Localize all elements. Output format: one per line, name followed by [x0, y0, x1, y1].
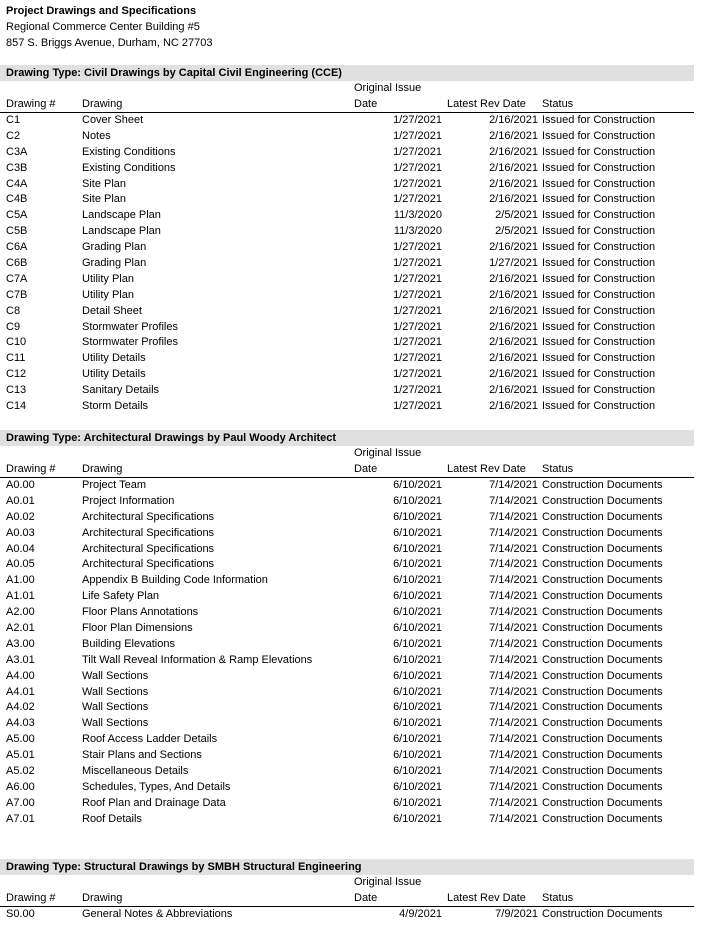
- drawing-number: C4B: [6, 193, 28, 206]
- status: Issued for Construction: [542, 161, 656, 174]
- page-header: [6, 3, 212, 51]
- drawing-number: C11: [6, 352, 26, 365]
- status: Construction Documents: [542, 685, 663, 698]
- table-row: [0, 637, 694, 653]
- drawing-number: A0.04: [6, 542, 35, 555]
- table-body: [0, 478, 694, 828]
- original-issue-date: 11/3/2020: [393, 225, 442, 238]
- drawing-name: Cover Sheet: [82, 114, 144, 126]
- drawing-name: Roof Access Ladder Details: [82, 733, 218, 746]
- status: Issued for Construction: [542, 193, 656, 206]
- table-row: [0, 494, 694, 510]
- table-row: [0, 732, 694, 748]
- original-issue-date: 6/10/2021: [393, 653, 442, 666]
- original-issue-date: 6/10/2021: [393, 590, 442, 603]
- table-body: [0, 113, 694, 415]
- status: Issued for Construction: [542, 114, 656, 126]
- original-issue-date: 6/10/2021: [393, 637, 442, 650]
- latest-rev-date: 2/16/2021: [489, 400, 538, 413]
- status: Issued for Construction: [542, 384, 656, 397]
- col-drawing: Drawing: [82, 463, 123, 475]
- table-row: [0, 145, 694, 161]
- drawing-name: Landscape Plan: [82, 225, 161, 238]
- latest-rev-date: 7/14/2021: [489, 494, 538, 507]
- drawing-name: Stormwater Profiles: [82, 320, 178, 333]
- latest-rev-date: 2/5/2021: [495, 225, 538, 238]
- drawing-number: C5A: [6, 209, 28, 222]
- drawing-number: C13: [6, 384, 27, 397]
- status: Issued for Construction: [542, 145, 656, 158]
- table-row: [0, 192, 694, 208]
- table-header: [0, 446, 694, 478]
- original-issue-date: 1/27/2021: [393, 368, 442, 381]
- table-row: [0, 113, 694, 129]
- original-issue-date: 6/10/2021: [393, 796, 442, 809]
- original-issue-date: 6/10/2021: [393, 574, 442, 587]
- status: Construction Documents: [542, 812, 663, 825]
- table-row: [0, 224, 694, 240]
- drawing-number: C3A: [6, 145, 28, 158]
- table-row: [0, 399, 694, 415]
- table-row: [0, 351, 694, 367]
- original-issue-date: 1/27/2021: [393, 241, 442, 254]
- latest-rev-date: 7/14/2021: [489, 590, 538, 603]
- status: Construction Documents: [542, 606, 663, 619]
- drawing-name: Site Plan: [82, 193, 127, 206]
- drawing-name: Grading Plan: [82, 241, 147, 254]
- drawing-number: C6A: [6, 241, 28, 254]
- table-row: [0, 320, 694, 336]
- latest-rev-date: 7/14/2021: [489, 749, 538, 762]
- col-drawing-number: Drawing #: [6, 892, 56, 904]
- original-issue-date: 6/10/2021: [393, 494, 442, 507]
- table-row: [0, 764, 694, 780]
- drawing-name: Notes: [82, 129, 111, 142]
- status: Construction Documents: [542, 622, 663, 635]
- drawing-number: C2: [6, 129, 21, 142]
- original-issue-date: 6/10/2021: [393, 701, 442, 714]
- status: Construction Documents: [542, 765, 663, 778]
- original-issue-date: 1/27/2021: [393, 384, 442, 397]
- drawing-number: A5.02: [6, 765, 35, 778]
- original-issue-date: 1/27/2021: [393, 129, 442, 142]
- table-row: [0, 367, 694, 383]
- latest-rev-date: 7/14/2021: [489, 479, 538, 491]
- status: Construction Documents: [542, 590, 663, 603]
- status: Construction Documents: [542, 749, 663, 762]
- drawing-number: C5B: [6, 225, 28, 238]
- col-issue-line1: Original Issue: [354, 447, 422, 459]
- original-issue-date: 1/27/2021: [393, 145, 442, 158]
- latest-rev-date: 2/16/2021: [489, 161, 538, 174]
- status: Construction Documents: [542, 479, 663, 491]
- original-issue-date: 6/10/2021: [393, 812, 442, 825]
- drawing-number: A2.01: [6, 622, 35, 635]
- original-issue-date: 6/10/2021: [393, 780, 442, 793]
- drawing-name: Wall Sections: [82, 669, 149, 682]
- drawing-number: C1: [6, 114, 21, 126]
- drawing-name: Stormwater Profiles: [82, 336, 178, 349]
- drawing-number: A1.01: [6, 590, 35, 603]
- table-row: [0, 557, 694, 573]
- latest-rev-date: 2/16/2021: [489, 368, 538, 381]
- status: Construction Documents: [542, 558, 663, 571]
- drawing-name: Utility Plan: [82, 272, 134, 285]
- table-header: [0, 81, 694, 113]
- drawing-name: Utility Plan: [82, 288, 134, 301]
- table-row: [0, 272, 694, 288]
- table-header: [0, 875, 694, 907]
- original-issue-date: 6/10/2021: [393, 765, 442, 778]
- drawing-name: Existing Conditions: [82, 161, 176, 174]
- col-issue-line2: Date: [354, 892, 378, 904]
- drawing-name: Miscellaneous Details: [82, 765, 189, 778]
- latest-rev-date: 7/14/2021: [489, 637, 538, 650]
- latest-rev-date: 2/16/2021: [489, 352, 538, 365]
- latest-rev-date: 7/14/2021: [489, 542, 538, 555]
- section-heading: Drawing Type: Structural Drawings by SMBH Structural Engineering: [0, 859, 694, 875]
- drawing-number: C10: [6, 336, 27, 349]
- table-row: [0, 685, 694, 701]
- table-row: [0, 907, 694, 923]
- original-issue-date: 1/27/2021: [393, 177, 442, 190]
- status: Issued for Construction: [542, 241, 656, 254]
- original-issue-date: 11/3/2020: [393, 209, 442, 222]
- drawing-name: Project Information: [82, 494, 175, 507]
- col-drawing: Drawing: [82, 98, 123, 110]
- status: Construction Documents: [542, 494, 663, 507]
- col-rev-date: Latest Rev Date: [447, 463, 526, 475]
- table-row: [0, 812, 694, 828]
- status: Construction Documents: [542, 574, 663, 587]
- drawing-number: A0.02: [6, 510, 35, 523]
- original-issue-date: 6/10/2021: [393, 526, 442, 539]
- col-rev-date: Latest Rev Date: [447, 98, 526, 110]
- original-issue-date: 6/10/2021: [393, 669, 442, 682]
- drawing-number: A3.00: [6, 637, 35, 650]
- drawing-number: A1.00: [6, 574, 35, 587]
- status: Construction Documents: [542, 510, 663, 523]
- drawing-name: Project Team: [82, 479, 146, 491]
- drawing-name: Life Safety Plan: [82, 590, 160, 603]
- status: Construction Documents: [542, 796, 663, 809]
- original-issue-date: 6/10/2021: [393, 749, 442, 762]
- page-title: Project Drawings and Specifications: [6, 5, 197, 17]
- latest-rev-date: 7/14/2021: [489, 717, 538, 730]
- original-issue-date: 1/27/2021: [393, 352, 442, 365]
- drawing-name: Existing Conditions: [82, 145, 176, 158]
- status: Construction Documents: [542, 780, 663, 793]
- drawing-name: Appendix B Building Code Information: [82, 574, 268, 587]
- original-issue-date: 6/10/2021: [393, 733, 442, 746]
- drawing-name: Roof Details: [82, 812, 142, 825]
- structural-section: [0, 859, 694, 923]
- latest-rev-date: 7/14/2021: [489, 812, 538, 825]
- drawing-number: C3B: [6, 161, 28, 174]
- col-issue-line1: Original Issue: [354, 876, 422, 888]
- civil-section: [0, 65, 694, 415]
- drawing-number: C7B: [6, 288, 28, 301]
- drawing-name: Detail Sheet: [82, 304, 142, 317]
- status: Issued for Construction: [542, 400, 656, 413]
- drawing-number: C14: [6, 400, 27, 413]
- table-row: [0, 605, 694, 621]
- table-row: [0, 669, 694, 685]
- drawing-number: C8: [6, 304, 21, 317]
- architectural-section: [0, 430, 694, 828]
- original-issue-date: 6/10/2021: [393, 685, 442, 698]
- latest-rev-date: 2/16/2021: [489, 384, 538, 397]
- col-status: Status: [542, 892, 574, 904]
- drawing-name: Utility Details: [82, 352, 146, 365]
- drawing-number: A0.05: [6, 558, 35, 571]
- status: Issued for Construction: [542, 320, 656, 333]
- table-row: [0, 653, 694, 669]
- original-issue-date: 6/10/2021: [393, 479, 442, 491]
- drawing-number: A7.01: [6, 812, 35, 825]
- drawing-name: Roof Plan and Drainage Data: [82, 796, 226, 809]
- drawing-name: Landscape Plan: [82, 209, 161, 222]
- latest-rev-date: 2/16/2021: [489, 336, 538, 349]
- latest-rev-date: 2/16/2021: [489, 320, 538, 333]
- latest-rev-date: 2/16/2021: [489, 288, 538, 301]
- col-drawing: Drawing: [82, 892, 123, 904]
- latest-rev-date: 7/14/2021: [489, 733, 538, 746]
- table-row: [0, 161, 694, 177]
- latest-rev-date: 7/14/2021: [489, 558, 538, 571]
- latest-rev-date: 7/14/2021: [489, 669, 538, 682]
- drawing-name: Storm Details: [82, 400, 149, 413]
- latest-rev-date: 2/16/2021: [489, 145, 538, 158]
- latest-rev-date: 7/14/2021: [489, 765, 538, 778]
- drawing-number: S0.00: [6, 908, 35, 920]
- latest-rev-date: 2/16/2021: [489, 129, 538, 142]
- table-row: [0, 796, 694, 812]
- original-issue-date: 1/27/2021: [393, 336, 442, 349]
- status: Issued for Construction: [542, 209, 656, 222]
- latest-rev-date: 2/16/2021: [489, 193, 538, 206]
- status: Issued for Construction: [542, 177, 656, 190]
- table-row: [0, 526, 694, 542]
- drawing-number: C9: [6, 320, 21, 333]
- latest-rev-date: 7/14/2021: [489, 526, 538, 539]
- latest-rev-date: 7/14/2021: [489, 606, 538, 619]
- drawing-name: Grading Plan: [82, 257, 147, 270]
- col-issue-line2: Date: [354, 98, 378, 110]
- original-issue-date: 1/27/2021: [393, 400, 442, 413]
- status: Construction Documents: [542, 637, 663, 650]
- drawing-name: Floor Plan Dimensions: [82, 622, 193, 635]
- original-issue-date: 1/27/2021: [393, 320, 442, 333]
- latest-rev-date: 7/14/2021: [489, 701, 538, 714]
- status: Issued for Construction: [542, 368, 656, 381]
- latest-rev-date: 2/16/2021: [489, 177, 538, 190]
- table-row: [0, 510, 694, 526]
- table-row: [0, 478, 694, 494]
- drawing-number: A0.00: [6, 479, 35, 491]
- table-row: [0, 304, 694, 320]
- drawing-number: A0.01: [6, 494, 35, 507]
- status: Construction Documents: [542, 542, 663, 555]
- latest-rev-date: 7/14/2021: [489, 653, 538, 666]
- drawing-name: Sanitary Details: [82, 384, 160, 397]
- status: Construction Documents: [542, 526, 663, 539]
- drawing-name: Wall Sections: [82, 701, 149, 714]
- drawing-name: Architectural Specifications: [82, 542, 215, 555]
- col-status: Status: [542, 98, 574, 110]
- latest-rev-date: 2/16/2021: [489, 241, 538, 254]
- latest-rev-date: 2/16/2021: [489, 114, 538, 126]
- drawing-name: Wall Sections: [82, 717, 149, 730]
- latest-rev-date: 7/14/2021: [489, 622, 538, 635]
- drawing-name: Tilt Wall Reveal Information & Ramp Elevations: [82, 653, 313, 666]
- drawing-number: A5.00: [6, 733, 35, 746]
- table-row: [0, 716, 694, 732]
- latest-rev-date: 7/14/2021: [489, 510, 538, 523]
- section-heading: Drawing Type: Architectural Drawings by Paul Woody Architect: [0, 430, 694, 446]
- latest-rev-date: 7/14/2021: [489, 685, 538, 698]
- drawing-name: Schedules, Types, And Details: [82, 780, 231, 793]
- status: Issued for Construction: [542, 257, 656, 270]
- latest-rev-date: 7/14/2021: [489, 796, 538, 809]
- table-row: [0, 129, 694, 145]
- drawing-number: A4.01: [6, 685, 35, 698]
- drawing-number: C4A: [6, 177, 28, 190]
- drawing-number: A2.00: [6, 606, 35, 619]
- drawing-number: A4.03: [6, 717, 35, 730]
- drawing-name: Floor Plans Annotations: [82, 606, 199, 619]
- original-issue-date: 6/10/2021: [393, 558, 442, 571]
- table-row: [0, 542, 694, 558]
- col-rev-date: Latest Rev Date: [447, 892, 526, 904]
- status: Construction Documents: [542, 733, 663, 746]
- table-row: [0, 589, 694, 605]
- table-row: [0, 208, 694, 224]
- drawing-name: Architectural Specifications: [82, 526, 215, 539]
- drawing-number: A6.00: [6, 780, 35, 793]
- status: Construction Documents: [542, 669, 663, 682]
- table-row: [0, 256, 694, 272]
- drawing-name: Utility Details: [82, 368, 146, 381]
- drawing-number: A3.01: [6, 653, 35, 666]
- table-row: [0, 780, 694, 796]
- col-drawing-number: Drawing #: [6, 98, 56, 110]
- original-issue-date: 1/27/2021: [393, 272, 442, 285]
- col-status: Status: [542, 463, 574, 475]
- table-row: [0, 621, 694, 637]
- status: Construction Documents: [542, 701, 663, 714]
- table-row: [0, 335, 694, 351]
- status: Construction Documents: [542, 908, 663, 920]
- drawing-number: C6B: [6, 257, 28, 270]
- original-issue-date: 6/10/2021: [393, 606, 442, 619]
- original-issue-date: 4/9/2021: [399, 908, 442, 920]
- latest-rev-date: 2/5/2021: [495, 209, 538, 222]
- original-issue-date: 1/27/2021: [393, 257, 442, 270]
- status: Construction Documents: [542, 653, 663, 666]
- status: Issued for Construction: [542, 225, 656, 238]
- drawing-name: Architectural Specifications: [82, 558, 215, 571]
- table-row: [0, 240, 694, 256]
- status: Issued for Construction: [542, 352, 656, 365]
- original-issue-date: 6/10/2021: [393, 510, 442, 523]
- drawing-number: C7A: [6, 272, 28, 285]
- status: Construction Documents: [542, 717, 663, 730]
- original-issue-date: 1/27/2021: [393, 288, 442, 301]
- latest-rev-date: 7/14/2021: [489, 780, 538, 793]
- drawing-name: Stair Plans and Sections: [82, 749, 202, 762]
- project-address: 857 S. Briggs Avenue, Durham, NC 27703: [6, 37, 213, 49]
- original-issue-date: 1/27/2021: [393, 304, 442, 317]
- building-name: Regional Commerce Center Building #5: [6, 21, 200, 33]
- col-issue-line1: Original Issue: [354, 82, 422, 94]
- section-heading: Drawing Type: Civil Drawings by Capital Civil Engineering (CCE): [0, 65, 694, 81]
- latest-rev-date: 7/14/2021: [489, 574, 538, 587]
- drawing-number: A4.02: [6, 701, 35, 714]
- table-row: [0, 288, 694, 304]
- drawing-name: Architectural Specifications: [82, 510, 215, 523]
- original-issue-date: 1/27/2021: [393, 114, 442, 126]
- drawing-number: A7.00: [6, 796, 35, 809]
- drawing-name: Wall Sections: [82, 685, 149, 698]
- drawing-name: Site Plan: [82, 177, 127, 190]
- col-issue-line2: Date: [354, 463, 378, 475]
- status: Issued for Construction: [542, 272, 656, 285]
- original-issue-date: 6/10/2021: [393, 717, 442, 730]
- status: Issued for Construction: [542, 129, 656, 142]
- latest-rev-date: 7/9/2021: [495, 908, 538, 920]
- col-drawing-number: Drawing #: [6, 463, 56, 475]
- status: Issued for Construction: [542, 288, 656, 301]
- drawing-name: Building Elevations: [82, 637, 175, 650]
- drawing-number: A0.03: [6, 526, 35, 539]
- original-issue-date: 1/27/2021: [393, 193, 442, 206]
- drawing-number: C12: [6, 368, 27, 381]
- drawing-name: General Notes & Abbreviations: [82, 908, 233, 920]
- status: Issued for Construction: [542, 336, 656, 349]
- table-row: [0, 177, 694, 193]
- original-issue-date: 6/10/2021: [393, 622, 442, 635]
- drawing-number: A5.01: [6, 749, 35, 762]
- table-row: [0, 748, 694, 764]
- original-issue-date: 6/10/2021: [393, 542, 442, 555]
- table-row: [0, 573, 694, 589]
- table-body: [0, 907, 694, 923]
- drawing-number: A4.00: [6, 669, 35, 682]
- table-row: [0, 700, 694, 716]
- latest-rev-date: 1/27/2021: [489, 257, 538, 270]
- original-issue-date: 1/27/2021: [393, 161, 442, 174]
- latest-rev-date: 2/16/2021: [489, 304, 538, 317]
- status: Issued for Construction: [542, 304, 656, 317]
- table-row: [0, 383, 694, 399]
- latest-rev-date: 2/16/2021: [489, 272, 538, 285]
